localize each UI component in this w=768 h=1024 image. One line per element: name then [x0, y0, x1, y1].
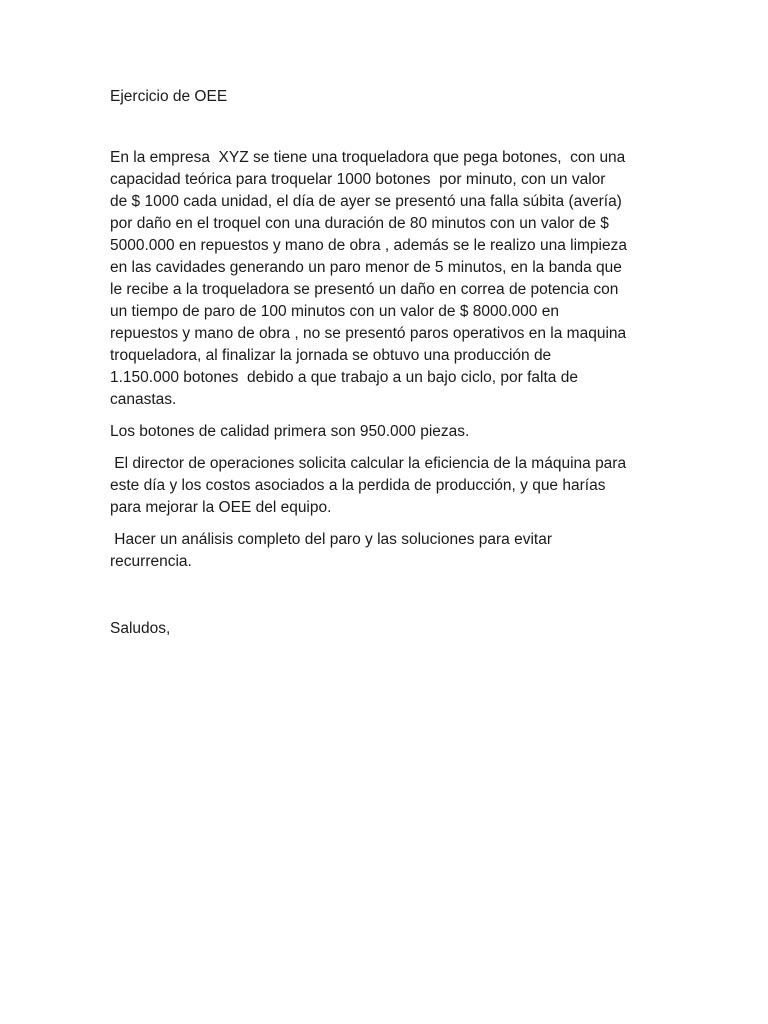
- paragraph-request: [110, 453, 670, 519]
- paragraph-analysis: [110, 529, 670, 573]
- text-line: capacidad teórica para troquelar 1000 botones por minuto, con un valor: [110, 171, 606, 188]
- text-line: Hacer un análisis completo del paro y las soluciones para evitar: [110, 531, 552, 548]
- text-line: troqueladora, al finalizar la jornada se obtuvo una producción de: [110, 347, 552, 364]
- text-line: El director de operaciones solicita calcular la eficiencia de la máquina para: [110, 455, 627, 472]
- text-line: para mejorar la OEE del equipo.: [110, 499, 332, 516]
- document-title: Ejercicio de OEE: [110, 88, 228, 105]
- text-line: 1.150.000 botones debido a que trabajo a un bajo ciclo, por falta de: [110, 369, 578, 386]
- text-line: le recibe a la troqueladora se presentó un daño en correa de potencia con: [110, 281, 619, 298]
- paragraph-quality-count: [110, 421, 670, 443]
- text-line: un tiempo de paro de 100 minutos con un valor de $ 8000.000 en: [110, 303, 559, 320]
- text-line: este día y los costos asociados a la perdida de producción, y que harías: [110, 477, 606, 494]
- text-line: de $ 1000 cada unidad, el día de ayer se presentó una falla súbita (avería): [110, 193, 622, 210]
- text-line: 5000.000 en repuestos y mano de obra , además se le realizo una limpieza: [110, 237, 627, 254]
- text-line: en las cavidades generando un paro menor de 5 minutos, en la banda que: [110, 259, 622, 276]
- text-line: por daño en el troquel con una duración de 80 minutos con un valor de $: [110, 215, 609, 232]
- text-line: repuestos y mano de obra , no se presentó paros operativos en la maquina: [110, 325, 627, 342]
- paragraph-problem-statement: [110, 147, 670, 411]
- text-line: Los botones de calidad primera son 950.000 piezas.: [110, 423, 470, 440]
- text-line: recurrencia.: [110, 553, 192, 570]
- text-line: canastas.: [110, 391, 177, 408]
- document-body: [110, 86, 670, 640]
- closing-salutation: Saludos,: [110, 620, 171, 637]
- text-line: En la empresa XYZ se tiene una troqueladora que pega botones, con una: [110, 149, 626, 166]
